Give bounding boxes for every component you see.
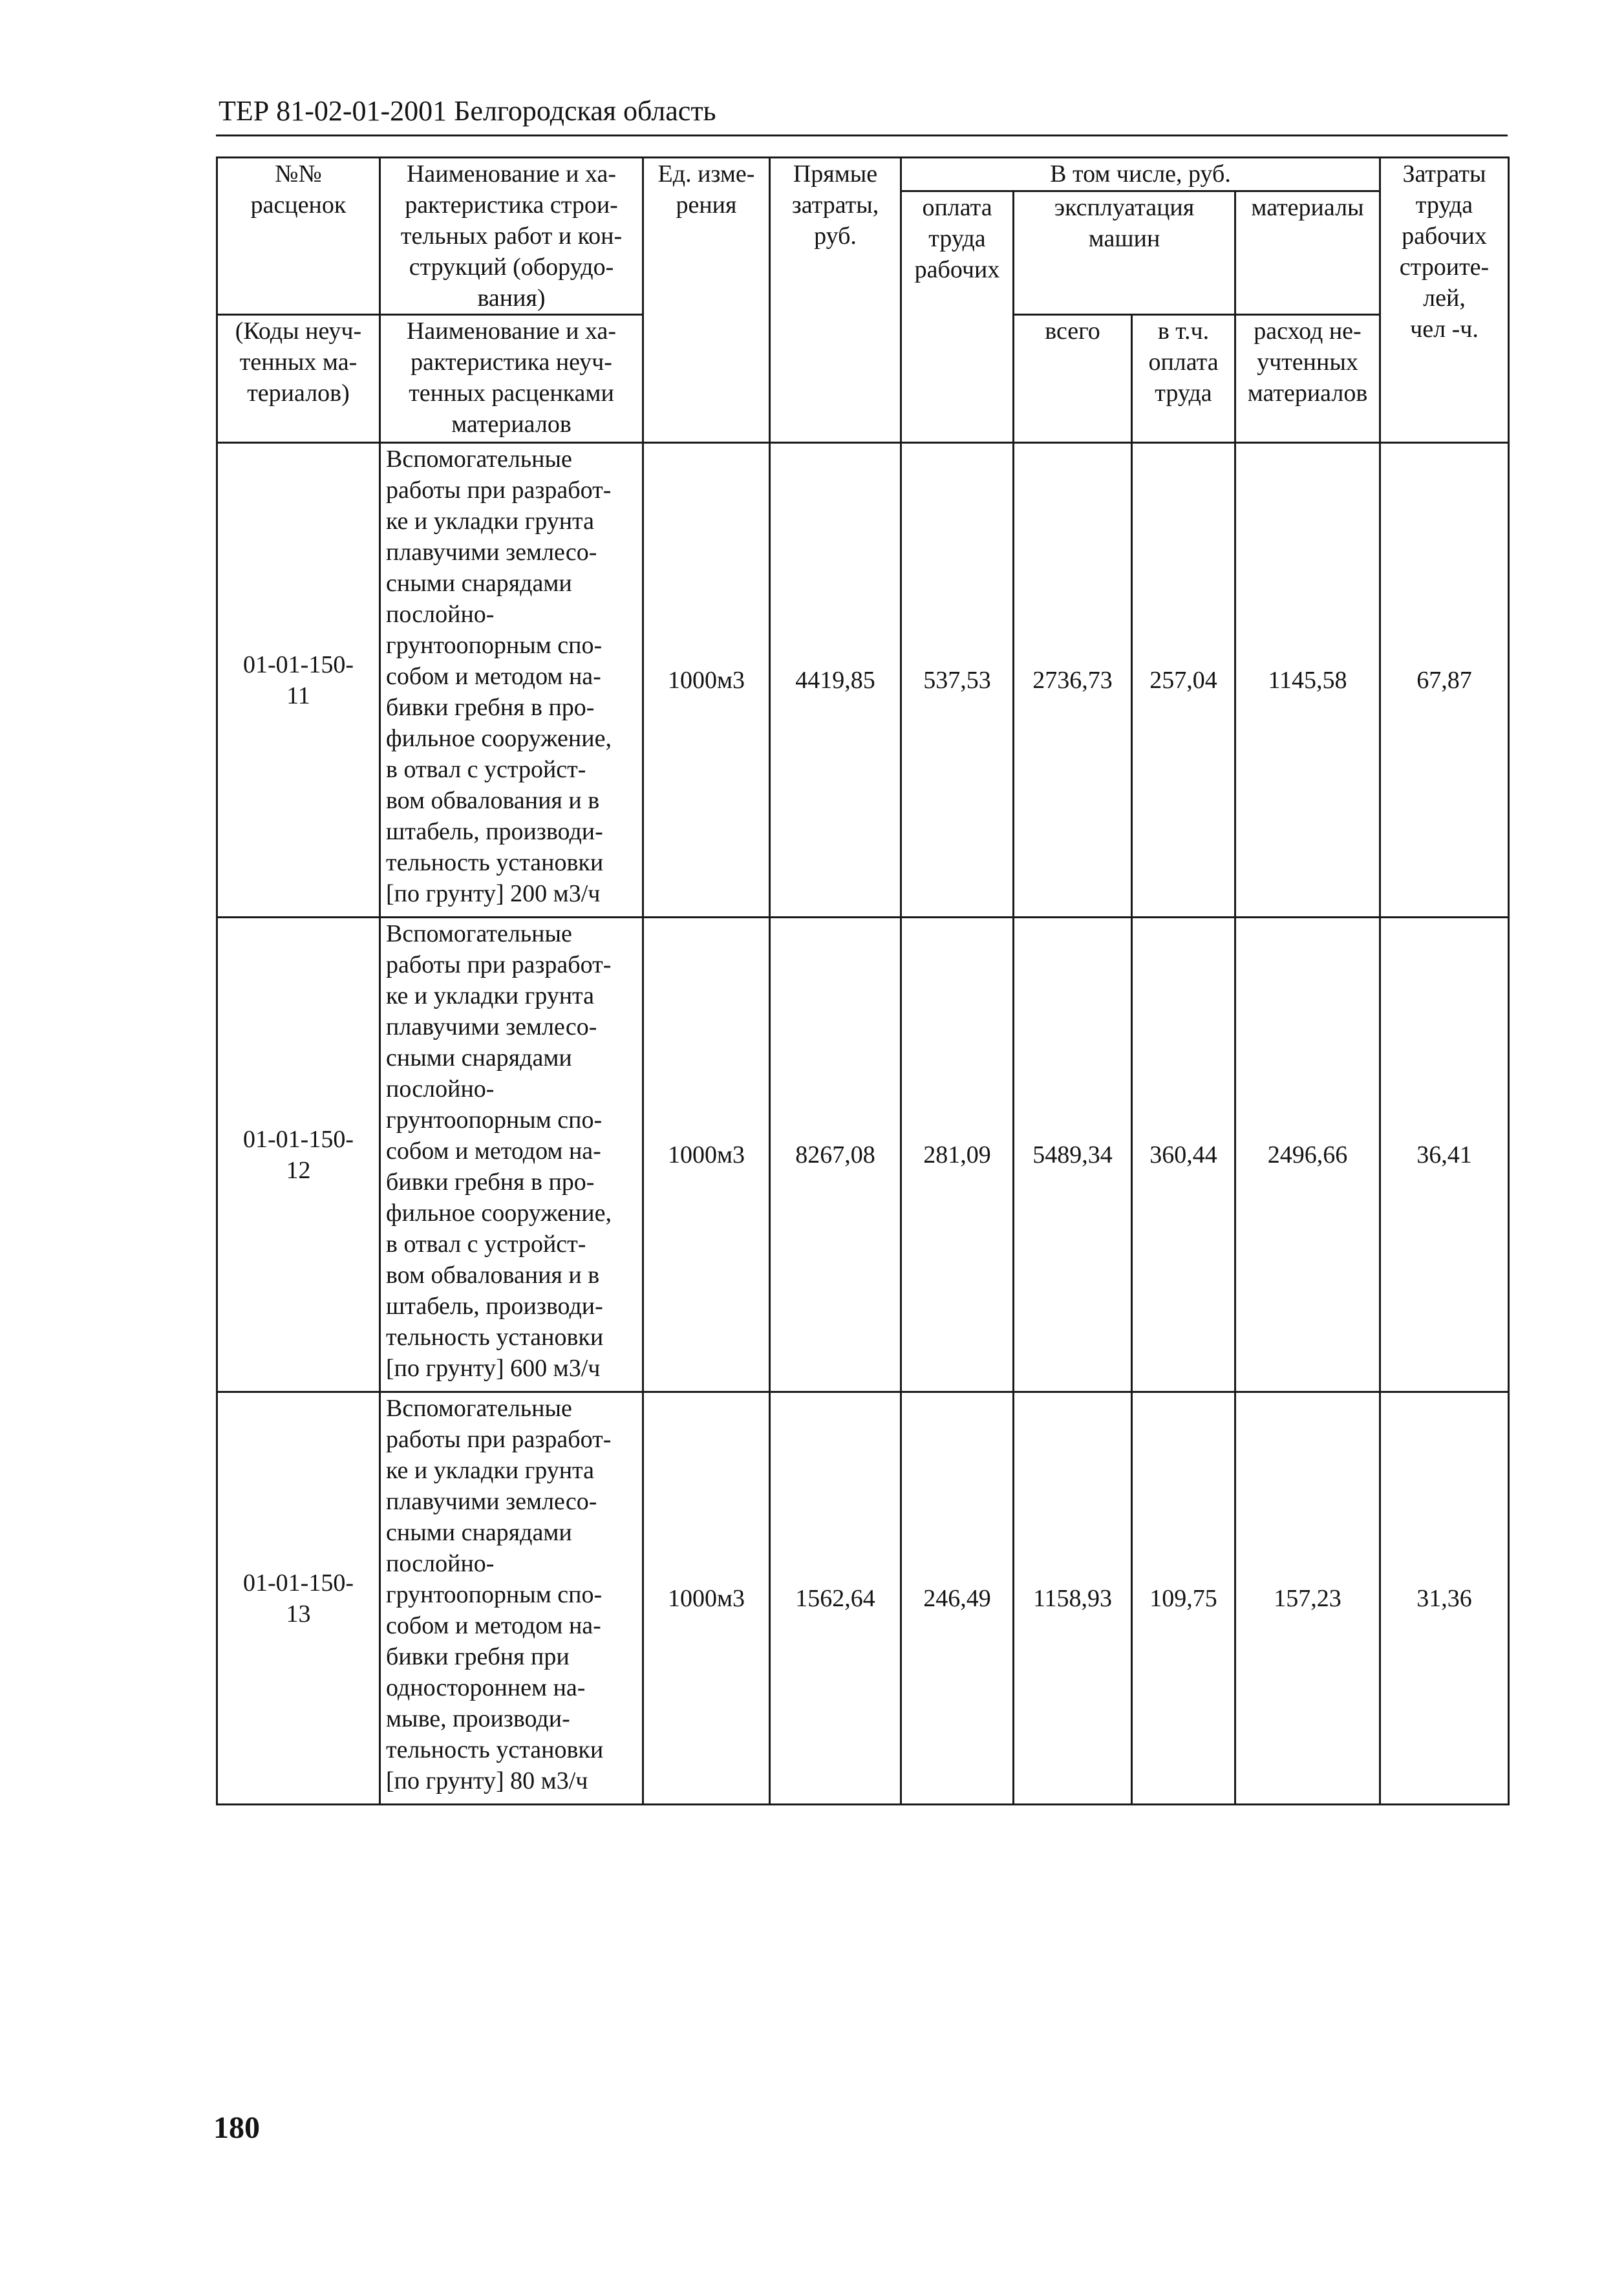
rates-table: [216, 156, 1510, 1805]
row-name: [380, 918, 643, 1392]
row-machines-pay: 257,04: [1132, 443, 1235, 918]
row-labor-pay: 537,53: [901, 443, 1014, 918]
header-labor-cost: Затраты труда рабочих строите- лей, чел -ч.: [1380, 158, 1509, 443]
row-labor-cost: 36,41: [1380, 918, 1509, 1392]
header-code: №№ расценок: [217, 158, 380, 315]
row-name: [380, 1392, 643, 1805]
row-labor-cost: 31,36: [1380, 1392, 1509, 1805]
row-machines-pay: 360,44: [1132, 918, 1235, 1392]
row-labor-pay: 281,09: [901, 918, 1014, 1392]
row-machines-total: 2736,73: [1014, 443, 1132, 918]
row-labor-pay: 246,49: [901, 1392, 1014, 1805]
table-row: [217, 1392, 1509, 1805]
header-machines-incl-pay: в т.ч. оплата труда: [1132, 315, 1235, 443]
header-codes-unaccounted: (Коды неуч- тенных ма- териалов): [217, 315, 380, 443]
header-materials: материалы: [1235, 191, 1380, 315]
row-materials: 157,23: [1235, 1392, 1380, 1805]
page-number: 180: [213, 2111, 260, 2145]
header-direct-costs: Прямые затраты, руб.: [770, 158, 901, 443]
row-materials: 2496,66: [1235, 918, 1380, 1392]
row-unit: 1000м3: [643, 443, 770, 918]
row-code: 01-01-150- 13: [217, 1392, 380, 1805]
row-name-text: Вспомогательные работы при разработ- ке и укладки грунта плавучими землесо- сными снарядами послойно- грунтоопорным спо- собом и методом на- бивки гребня в про- фильное сооружение, в отвал с устройст- вом обвалования и в штабель, производи- тельность установки [по грунту] 200 м3/ч: [386, 446, 612, 907]
header-including: В том числе, руб.: [901, 158, 1380, 191]
row-unit: 1000м3: [643, 918, 770, 1392]
header-machines-total: всего: [1014, 315, 1132, 443]
row-name-text: Вспомогательные работы при разработ- ке и укладки грунта плавучими землесо- сными снарядами послойно- грунтоопорным спо- собом и методом на- бивки гребня в про- фильное сооружение, в отвал с устройст- вом обвалования и в штабель, производи- тельность установки [по грунту] 600 м3/ч: [386, 920, 612, 1382]
table-row: [217, 443, 1509, 918]
row-name: [380, 443, 643, 918]
header-unit: Ед. изме- рения: [643, 158, 770, 443]
row-machines-total: 1158,93: [1014, 1392, 1132, 1805]
row-direct: 4419,85: [770, 443, 901, 918]
row-name-text: Вспомогательные работы при разработ- ке и укладки грунта плавучими землесо- сными снарядами послойно- грунтоопорным спо- собом и методом на- бивки гребня при одностороннем на- мыве, производи- тельность установки [по грунту] 80 м3/ч: [386, 1395, 612, 1794]
header-labor-pay: оплата труда рабочих: [901, 191, 1014, 443]
row-machines-total: 5489,34: [1014, 918, 1132, 1392]
row-unit: 1000м3: [643, 1392, 770, 1805]
row-materials: 1145,58: [1235, 443, 1380, 918]
table-row: [217, 918, 1509, 1392]
row-direct: 1562,64: [770, 1392, 901, 1805]
row-direct: 8267,08: [770, 918, 901, 1392]
header-machines: эксплуатация машин: [1014, 191, 1235, 315]
row-labor-cost: 67,87: [1380, 443, 1509, 918]
row-code: 01-01-150- 12: [217, 918, 380, 1392]
header-materials-unaccounted: расход не- учтенных материалов: [1235, 315, 1380, 443]
row-code: 01-01-150- 11: [217, 443, 380, 918]
header-divider: [216, 135, 1508, 136]
header-name: Наименование и ха- рактеристика строи- тельных работ и кон- струкций (оборудо- вания): [380, 158, 643, 315]
table-header-row-1: [217, 158, 1509, 191]
page-header-title: ТЕР 81-02-01-2001 Белгородская область: [219, 95, 716, 127]
row-machines-pay: 109,75: [1132, 1392, 1235, 1805]
header-name-unaccounted: Наименование и ха- рактеристика неуч- тенных расценками материалов: [380, 315, 643, 443]
